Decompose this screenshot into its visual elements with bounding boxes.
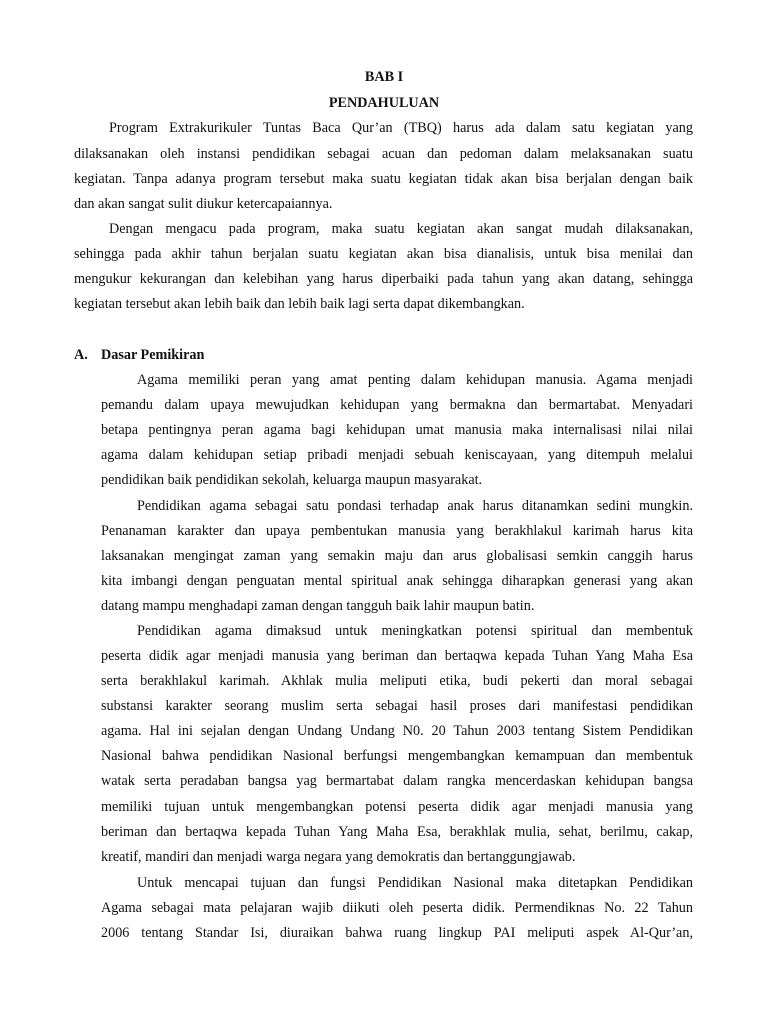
text-line: pemandu dalam upaya mewujudkan kehidupan yang bermakna dan bermartabat. Menyadari — [101, 397, 693, 413]
text-line: memiliki tujuan untuk mengembangkan potensi peserta didik agar menjadi manusia yang — [101, 799, 693, 815]
text-line: 2006 tentang Standar Isi, diuraikan bahwa ruang lingkup PAI meliputi aspek Al-Qur’an, — [101, 925, 693, 941]
text-line: Penanaman karakter dan upaya pembentukan manusia yang berakhlakul karimah harus kita — [101, 523, 693, 539]
text-line: Agama memiliki peran yang amat penting dalam kehidupan manusia. Agama menjadi — [137, 372, 693, 388]
text-line: datang mampu menghadapi zaman dengan tangguh baik lahir maupun batin. — [101, 598, 535, 614]
text-line: kegiatan. Tanpa adanya program tersebut maka suatu kegiatan tidak akan bisa berjalan dengan baik — [74, 171, 693, 187]
text-line: kegiatan tersebut akan lebih baik dan lebih baik lagi serta dapat dikembangkan. — [74, 296, 525, 312]
chapter-number: BAB I — [364, 69, 404, 85]
text-line: kreatif, mandiri dan menjadi warga negara yang demokratis dan bertanggungjawab. — [101, 849, 576, 865]
text-line: betapa pentingnya peran agama bagi kehidupan umat manusia maka internalisasi nilai nilai — [101, 422, 693, 438]
text-line: kita imbangi dengan penguatan mental spiritual anak sehingga diharapkan generasi yang akan — [101, 573, 693, 589]
text-line: dan akan sangat sulit diukur ketercapaiannya. — [74, 196, 333, 212]
text-line: Program Extrakurikuler Tuntas Baca Qur’an (TBQ) harus ada dalam satu kegiatan yang — [109, 120, 693, 136]
text-line: beriman dan bertaqwa kepada Tuhan Yang Maha Esa, berakhlak mulia, sehat, berilmu, cakap, — [101, 824, 693, 840]
chapter-title: PENDAHULUAN — [328, 95, 440, 111]
text-line: Nasional bahwa pendidikan Nasional berfungsi mengembangkan kemampuan dan membentuk — [101, 748, 693, 764]
text-line: pendidikan baik pendidikan sekolah, keluarga maupun masyarakat. — [101, 472, 483, 488]
section-title: Dasar Pemikiran — [101, 347, 205, 363]
text-line: agama dalam kehidupan setiap pribadi menjadi sebuah keniscayaan, yang ditempuh melalui — [101, 447, 693, 463]
text-line: laksanakan mengingat zaman yang semakin maju dan arus globalisasi semkin canggih harus — [101, 548, 693, 564]
text-line: dilaksanakan oleh instansi pendidikan sebagai acuan dan pedoman dalam melaksanakan suatu — [74, 146, 693, 162]
text-line: Agama sebagai mata pelajaran wajib diikuti oleh peserta didik. Permendiknas No. 22 Tahun — [101, 900, 693, 916]
text-line: Pendidikan agama sebagai satu pondasi terhadap anak harus ditanamkan sedini mungkin. — [137, 498, 693, 514]
section-number: A. — [74, 347, 88, 363]
text-line: agama. Hal ini sejalan dengan Undang Undang N0. 20 Tahun 2003 tentang Sistem Pendidikan — [101, 723, 693, 739]
text-line: watak serta peradaban bangsa yag bermartabat dalam rangka mencerdaskan kehidupan bangsa — [101, 773, 693, 789]
text-line: peserta didik agar menjadi manusia yang beriman dan bertaqwa kepada Tuhan Yang Maha Esa — [101, 648, 693, 664]
text-line: Untuk mencapai tujuan dan fungsi Pendidikan Nasional maka ditetapkan Pendidikan — [137, 875, 693, 891]
text-line: substansi karakter seorang muslim serta sebagai hasil proses dari manifestasi pendidikan — [101, 698, 693, 714]
text-line: mengukur kekurangan dan kelebihan yang harus diperbaiki pada tahun yang akan datang, sehingga — [74, 271, 693, 287]
text-line: serta berakhlakul karimah. Akhlak mulia meliputi etika, budi pekerti dan moral sebagai — [101, 673, 693, 689]
text-line: Dengan mengacu pada program, maka suatu kegiatan akan sangat mudah dilaksanakan, — [109, 221, 693, 237]
text-line: sehingga pada akhir tahun berjalan suatu kegiatan akan bisa dianalisis, untuk bisa menilai dan — [74, 246, 693, 262]
text-line: Pendidikan agama dimaksud untuk meningkatkan potensi spiritual dan membentuk — [137, 623, 693, 639]
